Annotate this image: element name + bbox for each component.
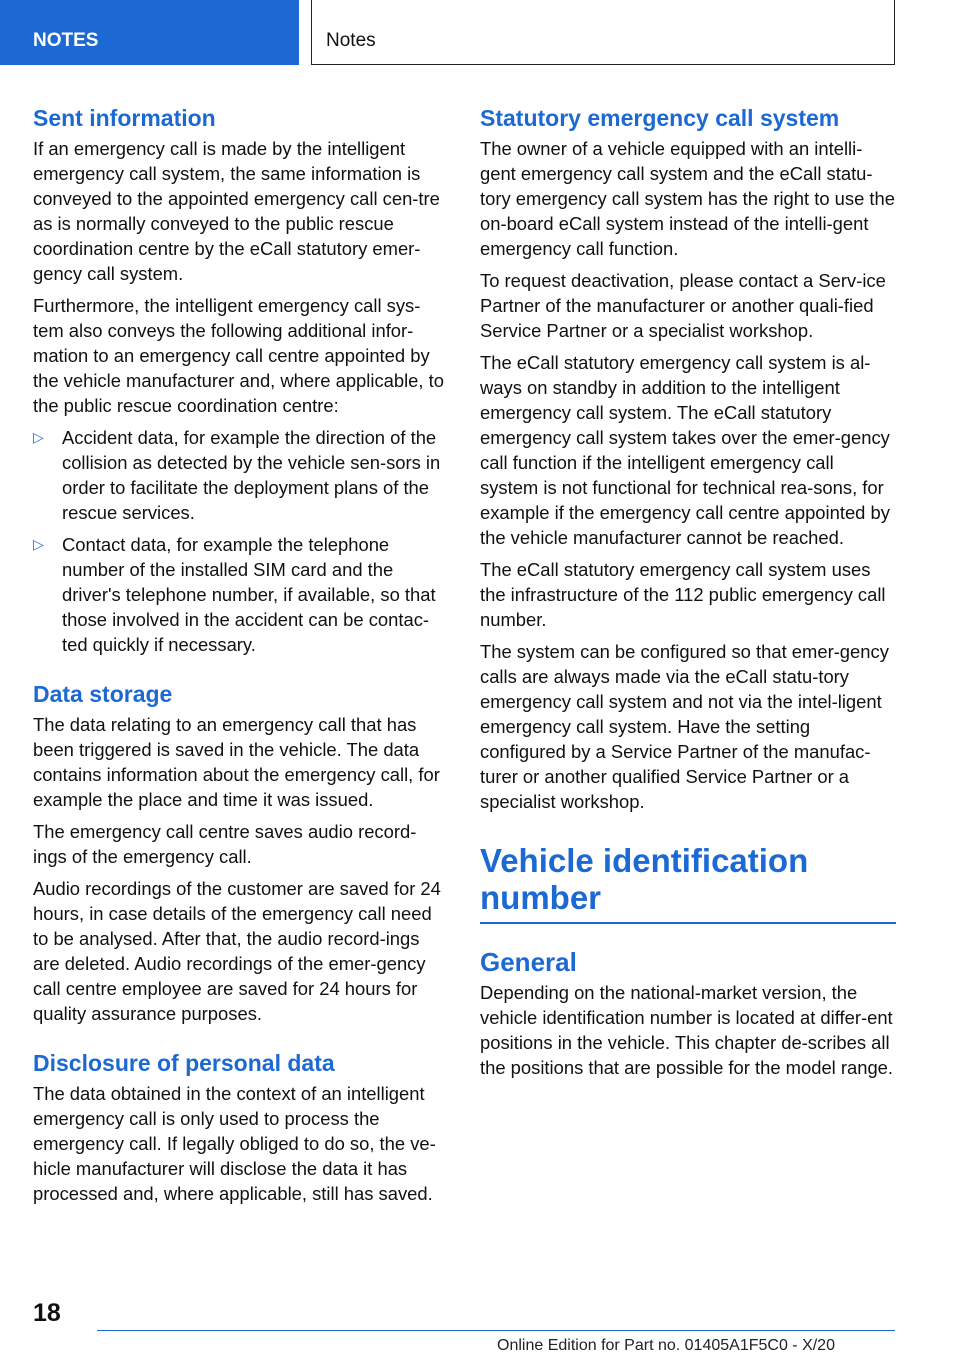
list-item-text: Accident data, for example the direction of the collision as detected by the vehicle sen-sors in order to facilitate the deployment plans of the rescue services. [62, 427, 441, 523]
paragraph: The emergency call centre saves audio record-ings of the emergency call. [33, 821, 417, 867]
heading-statutory-emergency-call: Statutory emergency call system [480, 105, 840, 131]
heading-general: General [480, 947, 577, 977]
footer-edition: Online Edition for Part no. 01405A1F5C0 - X/20 [497, 1337, 835, 1354]
bullet-list [33, 425, 447, 657]
heading-data-storage: Data storage [33, 681, 173, 707]
list-item [33, 532, 447, 657]
paragraph: Depending on the national-market version, the vehicle identification number is located at differ-ent positions in the vehicle. This chapter de-scribes all the positions that are possible for the model range. [480, 982, 894, 1078]
paragraph: To request deactivation, please contact a Serv-ice Partner of the manufacturer or another quali-fied Service Partner or a specialist workshop. [480, 270, 886, 341]
paragraph: The eCall statutory emergency call system is al-ways on standby in addition to the intelligent emergency call system. The eCall statutory emergency call system takes over the emer-gency call function if the intelligent emergency call system is not functional for technical rea-sons, for example if the emergency call centre appointed by the vehicle manufacturer cannot be reached. [480, 352, 890, 548]
triangle-bullet-icon: ▷ [33, 536, 44, 552]
paragraph: The owner of a vehicle equipped with an intelli-gent emergency call system and the eCall statu-tory emergency call system has the right to use the on-board eCall system instead of the intelli-gent emergency call function. [480, 138, 896, 259]
list-item [33, 425, 447, 525]
list-item-text: Contact data, for example the telephone number of the installed SIM card and the driver's telephone number, if available, so that those involved in the accident can be contac-ted quickly if necessary. [62, 534, 436, 655]
page-number: 18 [33, 1299, 61, 1327]
footer-divider [97, 1330, 895, 1331]
heading-disclosure: Disclosure of personal data [33, 1050, 335, 1076]
right-column [480, 102, 896, 1087]
paragraph: The data obtained in the context of an intelligent emergency call is only used to process the emergency call. If legally obliged to do so, the ve-hicle manufacturer will disclose the data it has processed and, where applicable, still has saved. [33, 1083, 436, 1204]
triangle-bullet-icon: ▷ [33, 429, 44, 445]
paragraph: Audio recordings of the customer are saved for 24 hours, in case details of the emergency call need to be analysed. After that, the audio record-ings are deleted. Audio recordings of the emer-gency call centre employee are saved for 24 hours for quality assurance purposes. [33, 878, 441, 1024]
paragraph: The eCall statutory emergency call system uses the infrastructure of the 112 public emergency call number. [480, 559, 886, 630]
heading-sent-information: Sent information [33, 105, 216, 131]
paragraph: Furthermore, the intelligent emergency call sys-tem also conveys the following additional infor-mation to an emergency call centre appointed by the vehicle manufacturer and, where applicable, to the public rescue coordination centre: [33, 295, 444, 416]
paragraph: If an emergency call is made by the intelligent emergency call system, the same information is conveyed to the appointed emergency call cen-tre as is normally conveyed to the public rescue coordination centre by the eCall statutory emer-gency call system. [33, 138, 440, 284]
heading-vehicle-identification-number: Vehicle identification number [480, 842, 896, 924]
page-header-title: Notes [311, 0, 895, 65]
section-tab[interactable]: NOTES [0, 0, 299, 65]
paragraph: The data relating to an emergency call that has been triggered is saved in the vehicle. The data contains information about the emergency call, for example the place and time it was issued. [33, 714, 440, 810]
left-column [33, 102, 447, 1213]
paragraph: The system can be configured so that emer-gency calls are always made via the eCall statu-tory emergency call system and not via the intel-ligent emergency call system. Have the setting configured by a Service Partner of the manufac-turer or another qualified Service Partner or a specialist workshop. [480, 641, 889, 812]
